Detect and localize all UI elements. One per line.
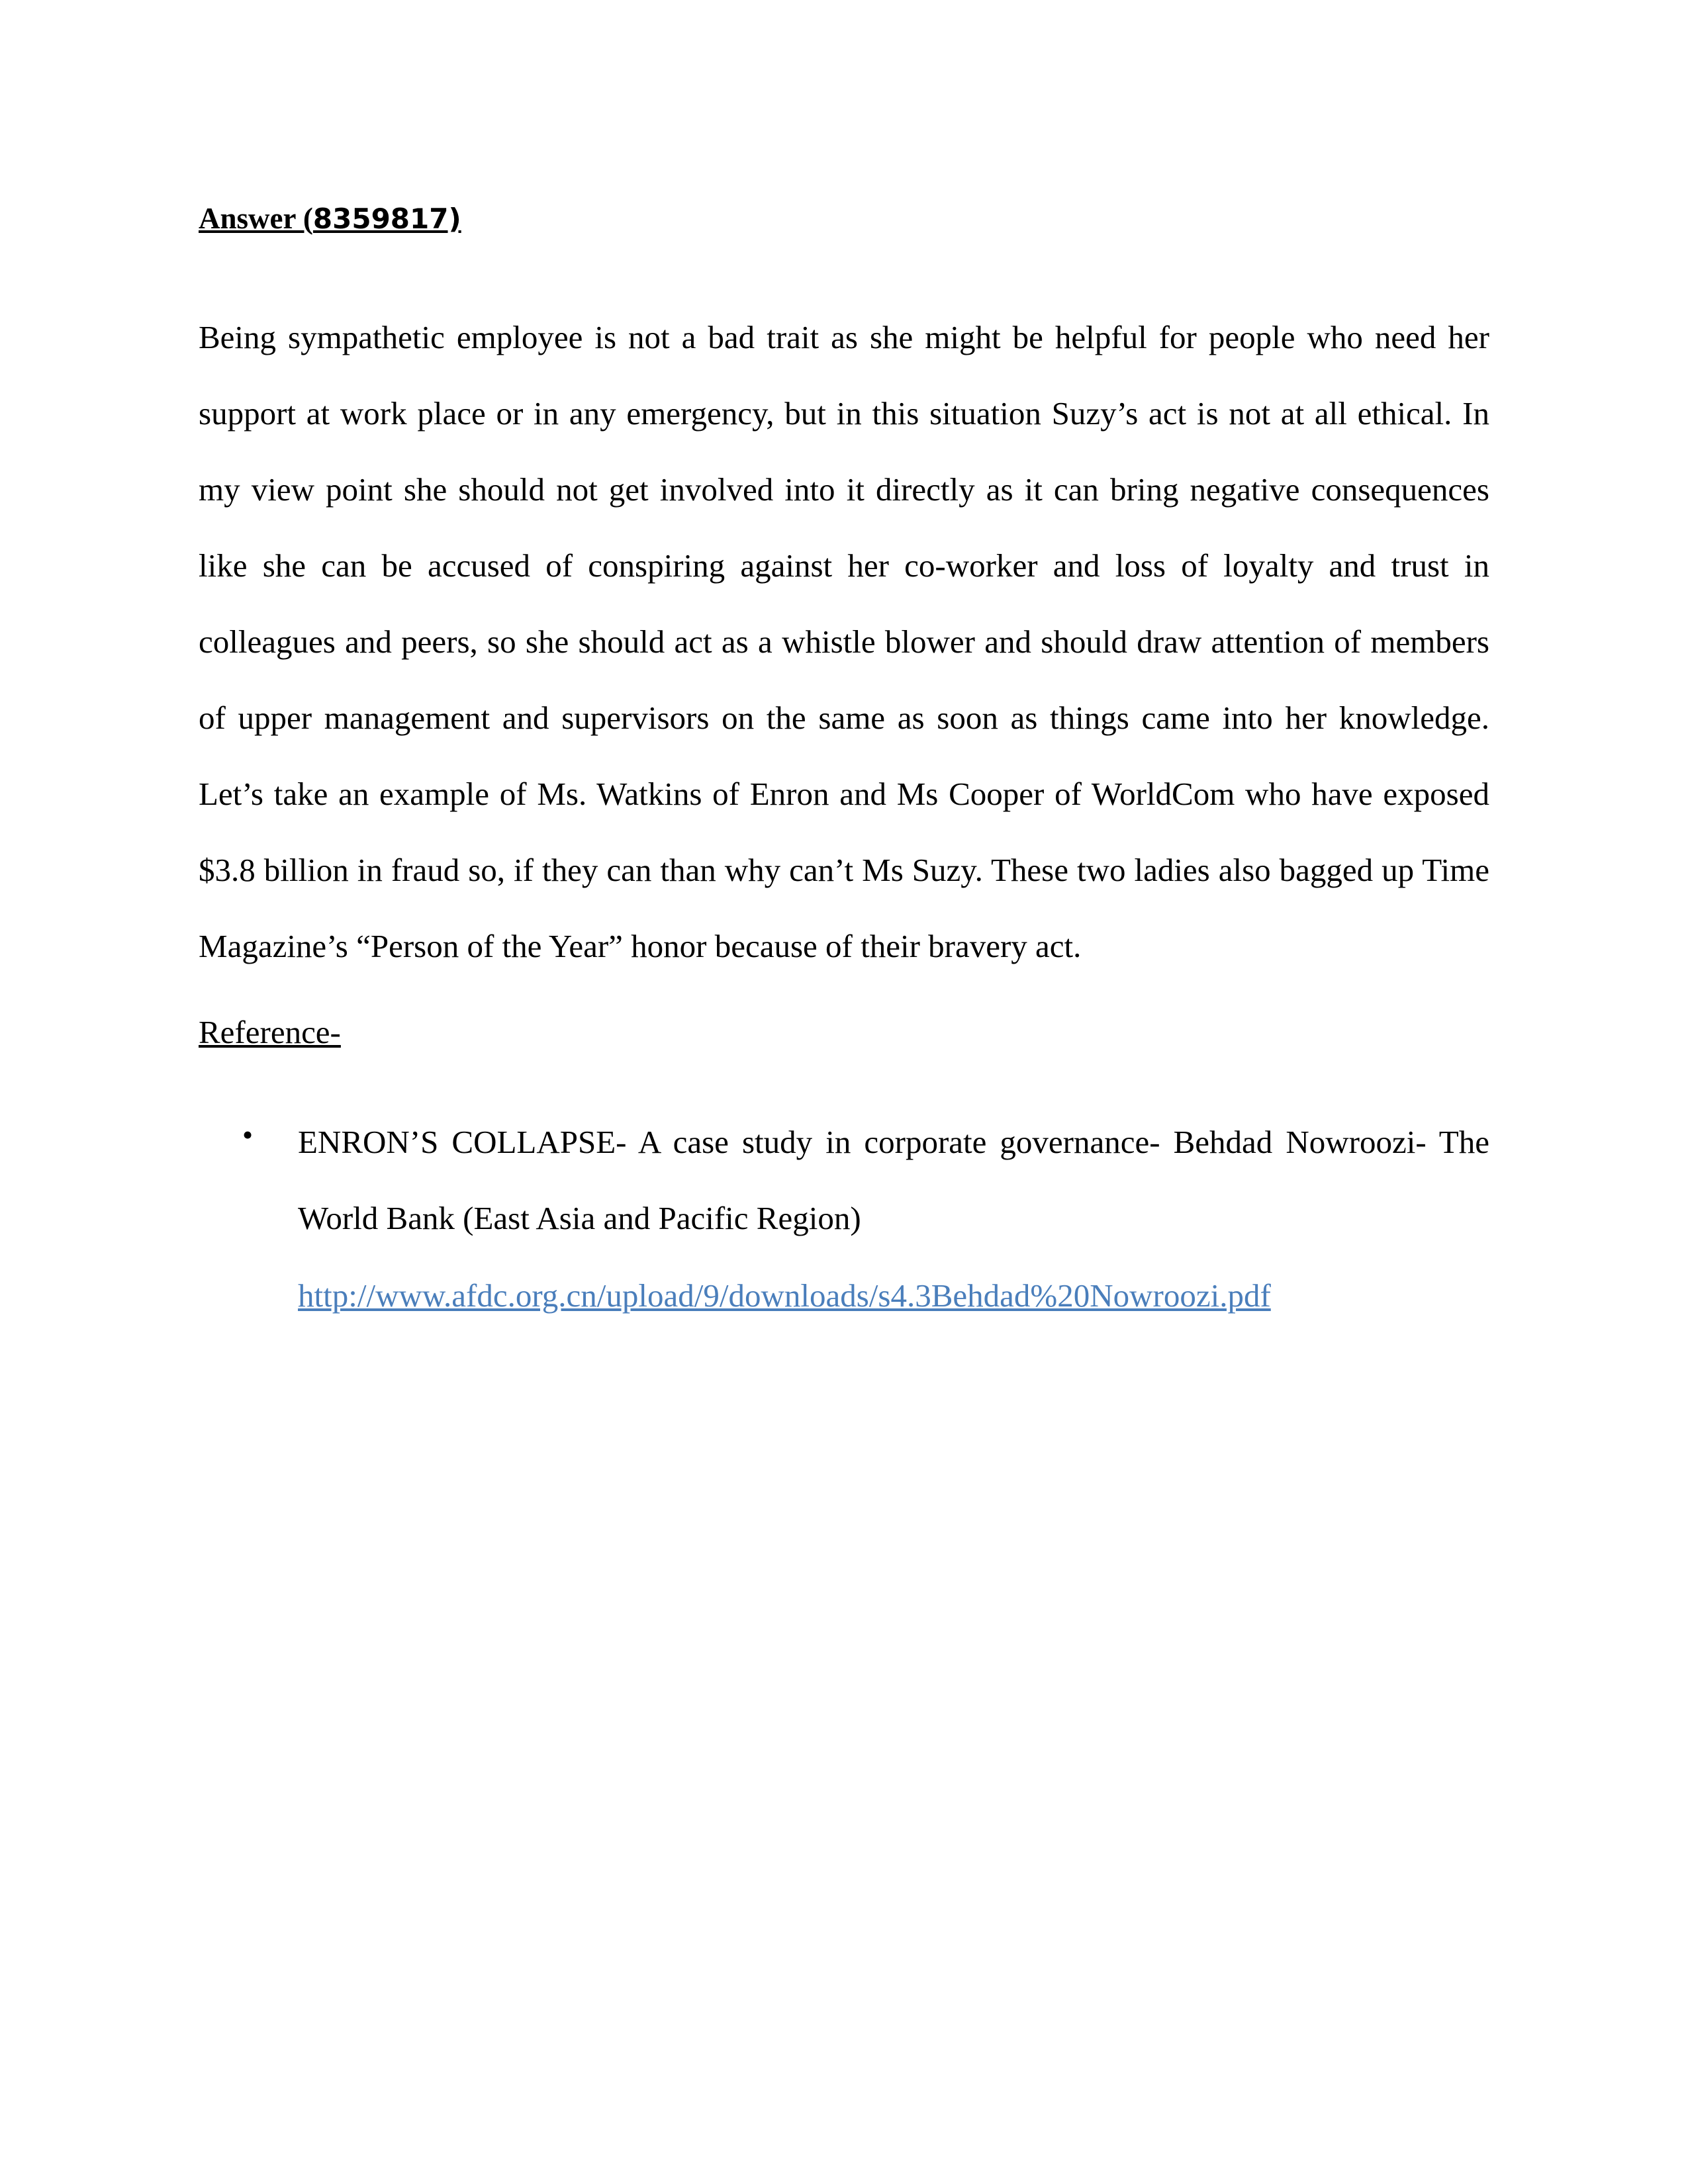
reference-link[interactable]: http://www.afdc.org.cn/upload/9/downloads/s4.3Behdad%20Nowroozi.pdf: [298, 1277, 1271, 1314]
answer-heading-label: Answer (: [199, 202, 313, 235]
reference-heading: Reference-: [199, 1014, 341, 1050]
answer-id: 8359817): [312, 203, 461, 235]
reference-citation: ENRON’S COLLAPSE- A case study in corporate governance- Behdad Nowroozi- The World Bank (East Asia and Pacific Region): [298, 1124, 1489, 1236]
bullet-icon: •: [242, 1118, 254, 1152]
answer-body-paragraph: Being sympathetic employee is not a bad trait as she might be helpful for people who need her support at work place or in any emergency, but in this situation Suzy’s act is not at all ethical. In my view point she should not get involved into it directly as it can bring negative consequences like she can be accused of conspiring against her co-worker and loss of loyalty and trust in colleagues and peers, so she should act as a whistle blower and should draw attention of members of upper management and supervisors on the same as soon as things came into her knowledge. Let’s take an example of Ms. Watkins of Enron and Ms Cooper of WorldCom who have exposed $3.8 billion in fraud so, if they can than why can’t Ms Suzy. These two ladies also bagged up Time Magazine’s “Person of the Year” honor because of their bravery act.: [199, 319, 1489, 964]
answer-heading: [199, 199, 461, 239]
